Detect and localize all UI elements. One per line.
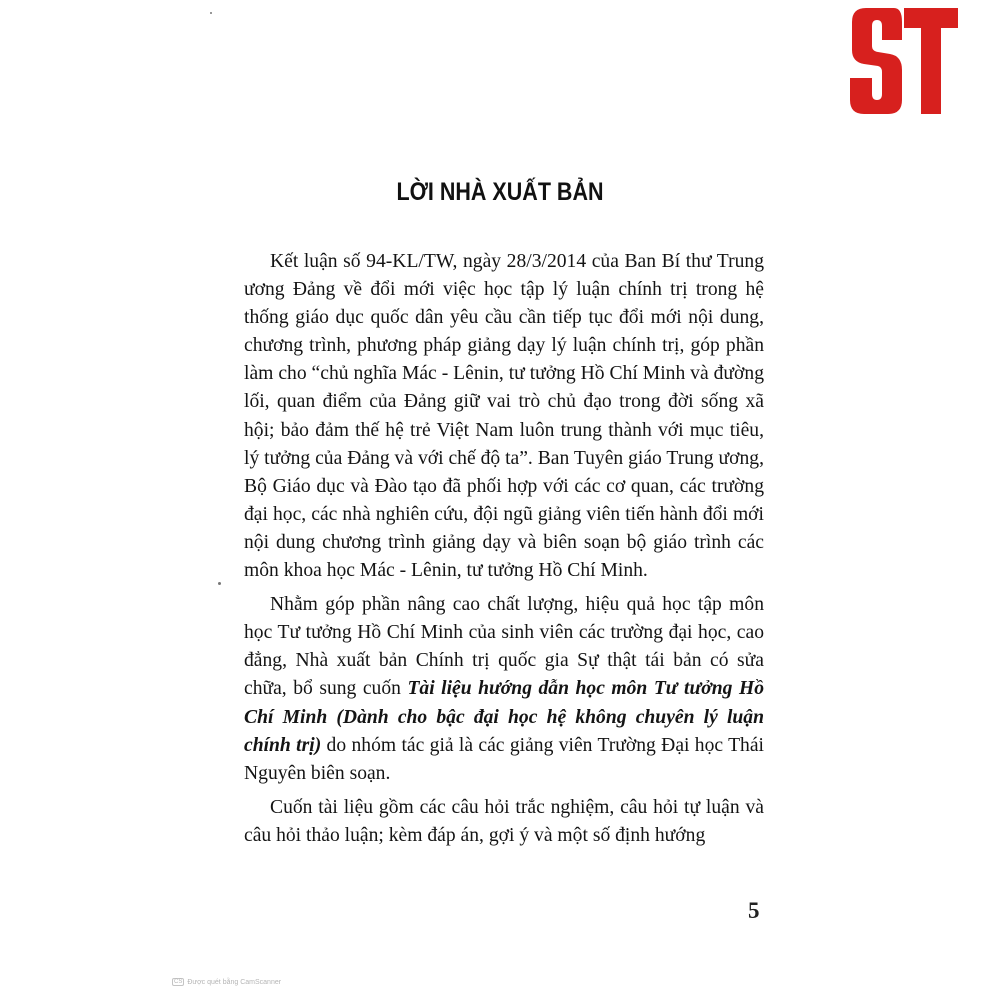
camscanner-text: Được quét bằng CamScanner xyxy=(187,978,282,986)
page-number: 5 xyxy=(748,898,760,923)
paragraph-2-intro: Nhằm góp phần nâng cao chất lượng, hiệu quả học tập môn học Tư tưởng Hồ Chí Minh của sinh viên các trường đại học, cao đẳng, Nhà xuất bản Chính trị quốc gia Sự thật tái bản có sửa chữa, bổ sung cuốn xyxy=(244,594,764,700)
paragraph-1: Kết luận số 94-KL/TW, ngày 28/3/2014 của Ban Bí thư Trung ương Đảng về đổi mới việc học tập lý luận chính trị trong hệ thống giáo dục quốc dân yêu cầu cần tiếp tục đổi mới nội dung, chương trình, phương pháp giảng dạy lý luận chính trị, góp phần làm cho “chủ nghĩa Mác - Lênin, tư tưởng Hồ Chí Minh và đường lối, quan điểm của Đảng giữ vai trò chủ đạo trong đời sống xã hội; bảo đảm thế hệ trẻ Việt Nam luôn trung thành với mục tiêu, lý tưởng của Đảng và với chế độ ta”. Ban Tuyên giáo Trung ương, Bộ Giáo dục và Đào tạo đã phối hợp với các cơ quan, các trường đại học, các nhà nghiên cứu, đội ngũ giảng viên tiến hành đổi mới nội dung chương trình giảng dạy và biên soạn bộ giáo trình các môn khoa học Mác - Lênin, tư tưởng Hồ Chí Minh. xyxy=(244,251,764,582)
page-title: LỜI NHÀ XUẤT BẢN xyxy=(396,178,604,206)
paragraph-2-outro: do nhóm tác giả là các giảng viên Trường Đại học Thái Nguyên biên soạn. xyxy=(244,734,764,784)
preface-body xyxy=(244,248,764,850)
scan-speck xyxy=(210,12,212,14)
paragraph-2 xyxy=(244,591,764,788)
camscanner-badge: CS xyxy=(174,979,183,985)
st-logo-icon xyxy=(846,4,960,118)
publisher-logo xyxy=(846,4,960,118)
scanner-watermark xyxy=(172,978,281,986)
book-title: Tài liệu hướng dẫn học môn Tư tưởng Hồ Chí Minh (Dành cho bậc đại học hệ không chuyên lý luận chính trị) xyxy=(244,678,764,756)
letter-s-shape xyxy=(850,8,902,114)
scan-speck xyxy=(218,582,221,585)
paragraph-3: Cuốn tài liệu gồm các câu hỏi trắc nghiệm, câu hỏi tự luận và câu hỏi thảo luận; kèm đáp án, gợi ý và một số định hướng xyxy=(244,796,764,846)
letter-t-shape xyxy=(904,8,958,114)
